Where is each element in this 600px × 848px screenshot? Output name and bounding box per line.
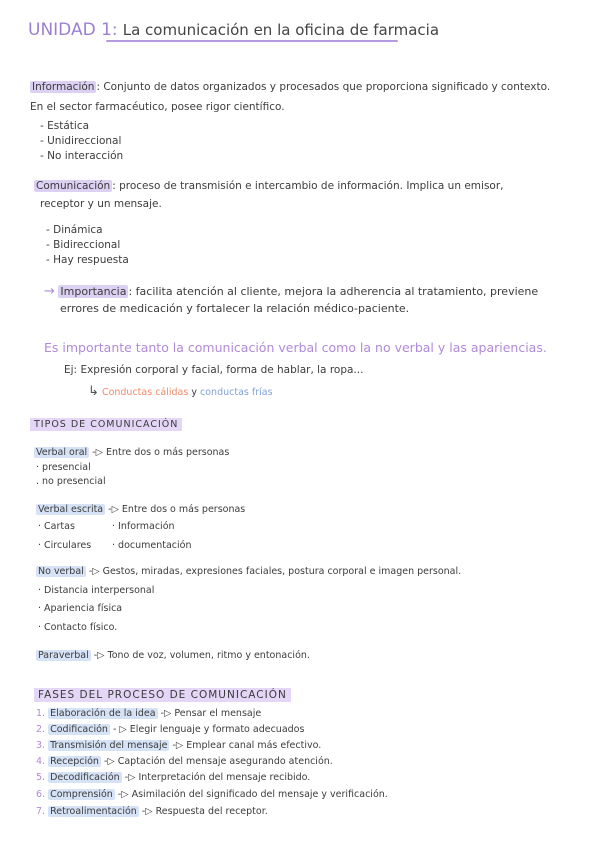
comunicacion-def: Comunicación : proceso de transmisión e intercambio de información. Implica un emisor, <box>36 180 504 192</box>
fase-item: 6. Comprensión -▷ Asimilación del significado del mensaje y verificación. <box>36 789 388 800</box>
informacion-term: Información <box>32 81 95 93</box>
importancia-term: Importancia <box>60 285 127 298</box>
importancia-arrow: → <box>44 284 55 299</box>
verbal-escrita-item: · Cartas <box>38 521 75 532</box>
fase-item: 7. Retroalimentación -▷ Respuesta del receptor. <box>36 806 268 817</box>
title-text: La comunicación en la oficina de farmacia <box>122 21 440 39</box>
fases-heading: FASES DEL PROCESO DE COMUNICACIÓN <box>34 688 291 702</box>
importancia-line1: → Importancia : facilita atención al cliente, mejora la adherencia al tratamiento, previene <box>44 284 539 299</box>
fase-item: 1. Elaboración de la idea -▷ Pensar el mensaje <box>36 708 262 719</box>
verbal-escrita: Verbal escrita -▷ Entre dos o más personas <box>38 504 246 515</box>
page-title <box>28 20 439 40</box>
fase-item: 5. Decodificación -▷ Interpretación del mensaje recibido. <box>36 772 311 783</box>
no-verbal-item: · Apariencia física <box>38 603 123 614</box>
verbal-oral-item: . no presencial <box>36 476 106 487</box>
informacion-item: - Estática <box>40 120 90 132</box>
informacion-item: - No interacción <box>40 150 124 162</box>
no-verbal-item: · Distancia interpersonal <box>38 585 155 596</box>
comunicacion-item: - Hay respuesta <box>46 254 129 266</box>
verbal-oral: Verbal oral -▷ Entre dos o más personas <box>36 447 230 458</box>
tipos-heading: TIPOS DE COMUNICACIÓN <box>30 418 182 431</box>
verbal-oral-item: · presencial <box>36 462 91 473</box>
warm-conduct: Conductas cálidas <box>101 387 189 398</box>
fase-item: 4. Recepción -▷ Captación del mensaje asegurando atención. <box>36 756 333 767</box>
hook-arrow-icon: ↳ <box>88 384 99 399</box>
comunicacion-item: - Bidireccional <box>46 239 121 251</box>
note-text: Es importante tanto la comunicación verbal como la no verbal y las apariencias. <box>44 340 547 355</box>
verbal-escrita-item: · Circulares <box>38 540 92 551</box>
paraverbal: Paraverbal -▷ Tono de voz, volumen, ritmo y entonación. <box>38 650 310 661</box>
informacion-def-2: En el sector farmacéutico, posee rigor científico. <box>30 101 285 113</box>
comunicacion-term: Comunicación <box>36 180 111 192</box>
importancia-line2: errores de medicación y fortalecer la relación médico-paciente. <box>60 302 410 315</box>
verbal-escrita-item: · documentación <box>112 540 192 551</box>
no-verbal-item: · Contacto físico. <box>38 622 118 633</box>
example-line: Ej: Expresión corporal y facial, forma de hablar, la ropa... <box>64 364 364 376</box>
fase-item: 2. Codificación - ▷ Elegir lenguaje y formato adecuados <box>36 724 305 735</box>
informacion-def: Información : Conjunto de datos organizados y procesados que proporciona significado y contexto. <box>32 81 551 93</box>
verbal-escrita-item: · Información <box>112 521 175 532</box>
title-unit: UNIDAD 1: <box>28 20 118 40</box>
comunicacion-def-2: receptor y un mensaje. <box>40 198 162 210</box>
comunicacion-item: - Dinámica <box>46 224 103 236</box>
title-underline <box>106 40 398 42</box>
no-verbal: No verbal -▷ Gestos, miradas, expresiones faciales, postura corporal e imagen personal. <box>38 566 462 577</box>
fase-item: 3. Transmisión del mensaje -▷ Emplear canal más efectivo. <box>36 740 322 751</box>
informacion-item: - Unidireccional <box>40 135 122 147</box>
cold-conduct: conductas frías <box>200 387 273 398</box>
conductas-line: ↳ Conductas cálidas y conductas frías <box>88 384 273 399</box>
